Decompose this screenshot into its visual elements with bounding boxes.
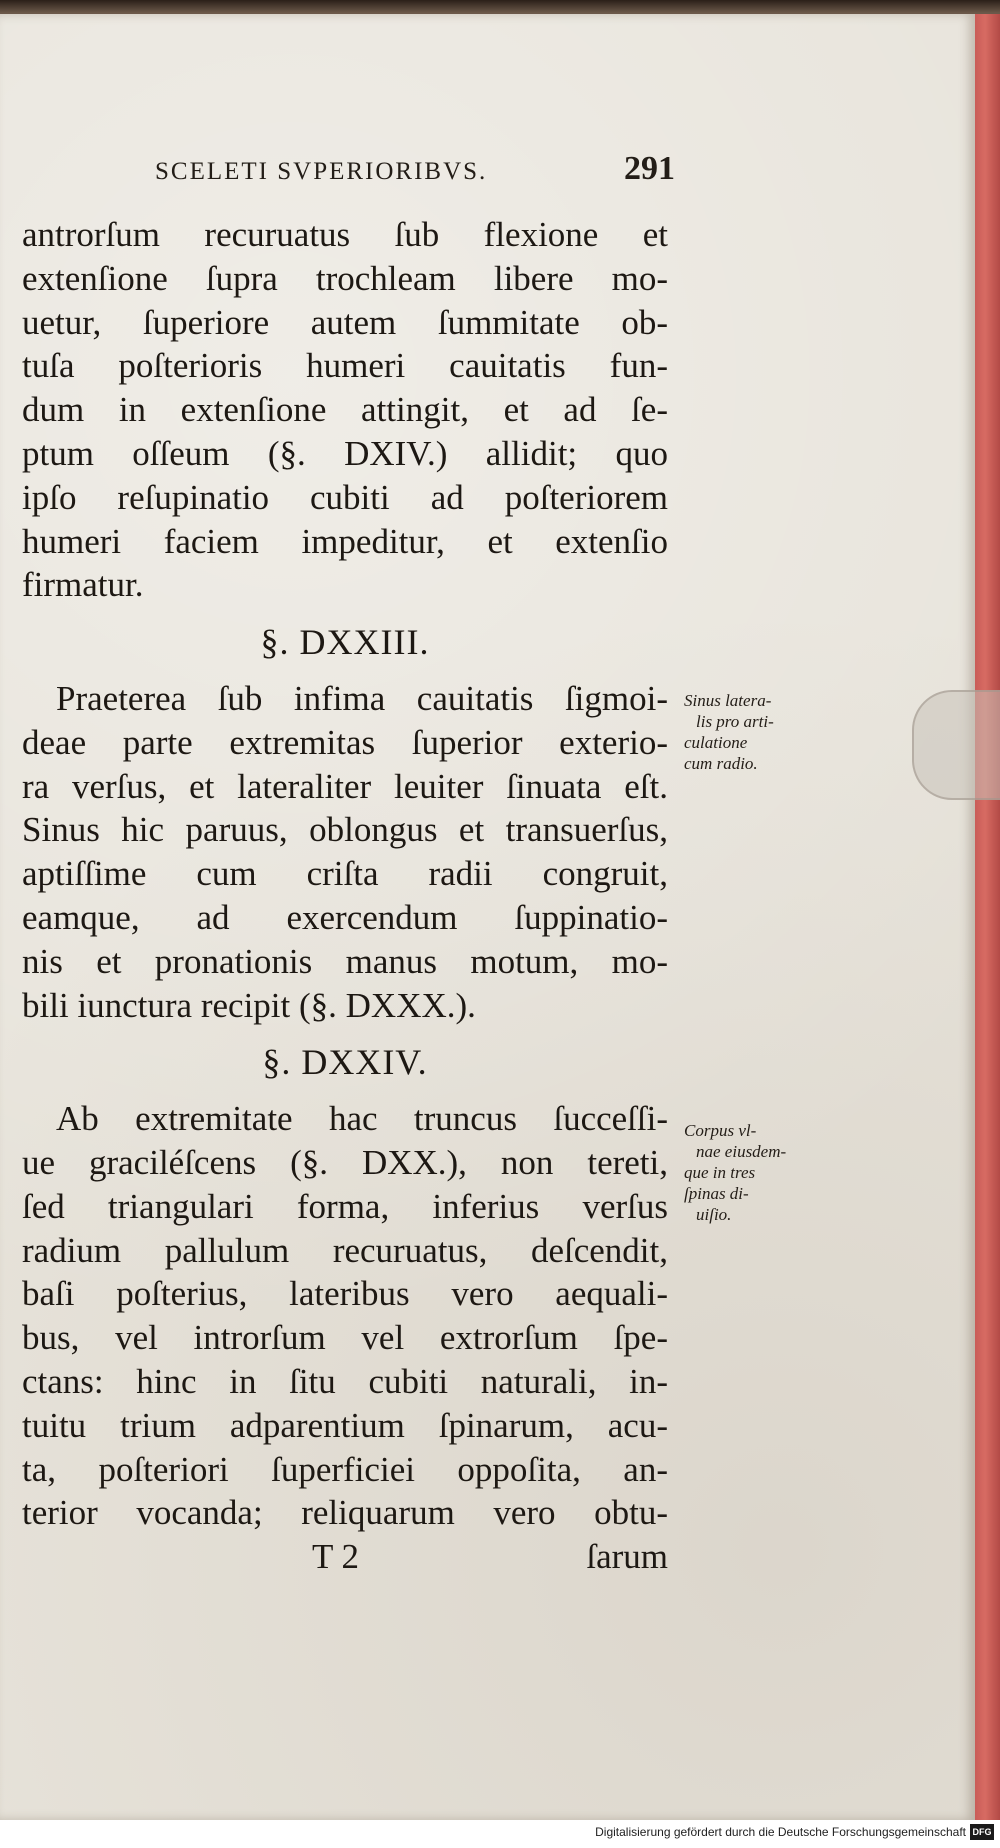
text-line: nis et pronationis manus motum, mo- — [22, 941, 668, 981]
bookmark-clip — [912, 690, 1000, 800]
page-header — [155, 150, 675, 188]
margin-note-line: Sinus latera- — [684, 691, 772, 710]
text-line: ta, poſteriori ſuperficiei oppoſita, an- — [22, 1449, 668, 1489]
margin-note-line: culatione — [684, 733, 748, 752]
text-line: extenſione ſupra trochleam libere mo- — [22, 258, 668, 298]
margin-note-line: lis pro arti- — [696, 712, 774, 731]
running-head: SCELETI SVPERIORIBVS. — [155, 158, 488, 185]
text-line: ue graciléſcens (§. DXX.), non tereti, — [22, 1142, 668, 1182]
text-line: uetur, ſuperiore autem ſummitate ob- — [22, 302, 668, 342]
text-line: dum in extenſione attingit, et ad ſe- — [22, 390, 668, 430]
margin-note — [684, 690, 834, 774]
margin-note-line: uiſio. — [696, 1205, 732, 1224]
dfg-logo-icon: DFG — [970, 1824, 994, 1840]
text-line: terior vocanda; reliquarum vero obtu- — [22, 1493, 668, 1533]
text-line: radium pallulum recuruatus, deſcendit, — [22, 1230, 668, 1270]
catchword: ſarum — [586, 1537, 668, 1577]
text-line: deae parte extremitas ſuperior exterio- — [22, 722, 668, 762]
text-line: baſi poſterius, lateribus vero aequali- — [22, 1274, 668, 1314]
text-line: antrorſum recuruatus ſub flexione et — [22, 215, 668, 254]
text-line: bus, vel introrſum vel extrorſum ſpe- — [22, 1318, 668, 1358]
margin-note — [684, 1120, 834, 1225]
signature-mark: T 2 — [312, 1537, 359, 1577]
margin-note-line: Corpus vl- — [684, 1121, 757, 1140]
text-line: Praeterea ſub infima cauitatis ſigmoi- — [56, 678, 668, 718]
footer-credit: Digitalisierung gefördert durch die Deutsche Forschungsgemeinschaft — [595, 1825, 966, 1839]
text-line: tuſa poſterioris humeri cauitatis fun- — [22, 346, 668, 386]
section-heading: §. DXXIV. — [262, 1042, 428, 1083]
text-line: ctans: hinc in ſitu cubiti naturali, in- — [22, 1361, 668, 1401]
digitization-footer — [0, 1820, 1000, 1848]
section-heading: §. DXXIII. — [260, 622, 430, 663]
body-text — [22, 213, 668, 1579]
text-line: firmatur. — [22, 565, 144, 605]
text-line: ipſo reſupinatio cubiti ad poſteriorem — [22, 477, 668, 517]
margin-note-line: nae eiusdem- — [696, 1142, 787, 1161]
text-line: bili iunctura recipit (§. DXXX.). — [22, 985, 476, 1025]
margin-note-line: ſpinas di- — [684, 1184, 749, 1203]
text-line: tuitu trium adparentium ſpinarum, acu- — [22, 1405, 668, 1445]
page-red-edge — [975, 14, 1000, 1820]
text-line: aptiſſime cum criſta radii congruit, — [22, 854, 668, 894]
text-line: humeri faciem impeditur, et extenſio — [22, 521, 668, 561]
margin-note-line: que in tres — [684, 1163, 756, 1182]
text-line: Ab extremitate hac truncus ſucceſſi- — [56, 1099, 668, 1139]
text-line: Sinus hic paruus, oblongus et transuerſus, — [22, 810, 668, 850]
page-number: 291 — [624, 150, 675, 187]
page-footer-line — [22, 1535, 668, 1579]
text-line: ſed triangulari forma, inferius verſus — [22, 1186, 668, 1226]
margin-note-line: cum radio. — [684, 754, 758, 773]
text-line: eamque, ad exercendum ſuppinatio- — [22, 897, 668, 937]
text-line: ptum oſſeum (§. DXIV.) allidit; quo — [22, 433, 668, 473]
text-line: ra verſus, et lateraliter leuiter ſinuata eſt. — [22, 766, 668, 806]
